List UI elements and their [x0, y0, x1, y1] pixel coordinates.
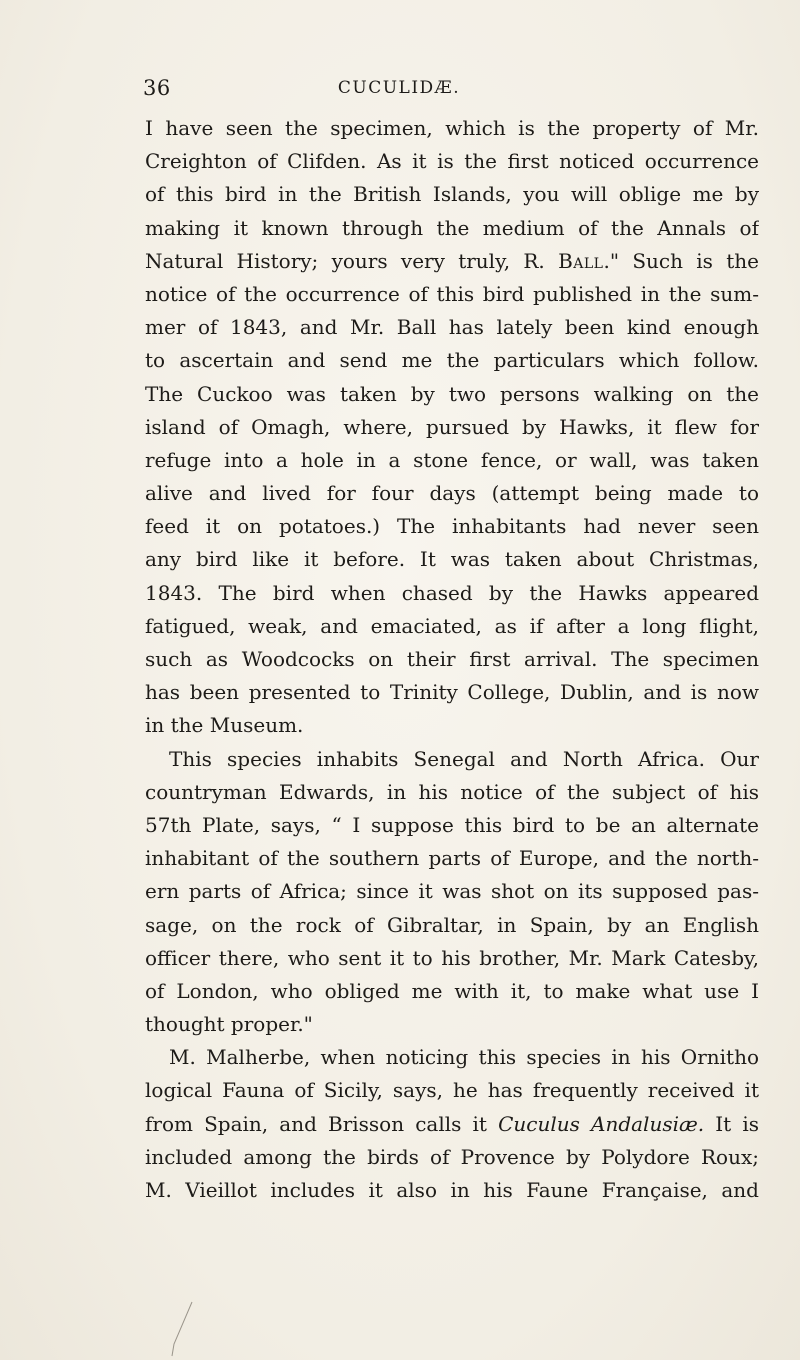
- text-line: feed it on potatoes.) The inhabitants had never seen: [145, 514, 759, 539]
- text-line: ern parts of Africa; since it was shot on its supposed pas-: [145, 879, 759, 904]
- text-line: officer there, who sent it to his brother, Mr. Mark Catesby,: [145, 945, 759, 970]
- text-line: thought proper.": [145, 1012, 313, 1037]
- text-line: fatigued, weak, and emaciated, as if after a long flight,: [145, 613, 759, 638]
- text-line: of this bird in the British Islands, you will oblige me by: [145, 182, 759, 207]
- text-line: has been presented to Trinity College, Dublin, and is now: [145, 680, 759, 705]
- text-line: M. Vieillot includes it also in his Faune Française, and: [145, 1178, 759, 1202]
- text-run: from Spain, and Brisson calls it: [145, 1111, 487, 1136]
- text-line: mer of 1843, and Mr. Ball has lately been kind enough: [145, 315, 759, 340]
- body-text: [145, 112, 759, 1207]
- text-line: of London, who obliged me with it, to make what use I: [145, 978, 759, 1003]
- running-title: CUCULIDÆ.: [337, 78, 461, 98]
- text-line: This species inhabits Senegal and North Africa. Our: [169, 746, 759, 771]
- text-line: making it known through the medium of the Annals of: [145, 215, 759, 240]
- text-run: It is: [715, 1111, 759, 1136]
- text-line: alive and lived for four days (attempt being made to: [145, 481, 759, 506]
- text-line: notice of the occurrence of this bird published in the sum-: [145, 281, 759, 306]
- signature-name: Ball: [558, 248, 604, 273]
- text-line: [145, 1108, 759, 1141]
- text-line: I have seen the specimen, which is the property of Mr.: [145, 116, 759, 140]
- page-number: 36: [143, 76, 171, 100]
- text-line: included among the birds of Provence by Polydore Roux;: [145, 1144, 759, 1169]
- text-line: in the Museum.: [145, 713, 304, 738]
- page-header: [143, 76, 655, 106]
- pencil-mark: [170, 1300, 194, 1358]
- text-run: Natural History; yours very truly, R.: [145, 248, 545, 273]
- species-name: Cuculus Andalusiæ.: [498, 1111, 705, 1136]
- text-line: inhabitant of the southern parts of Europe, and the north-: [145, 846, 759, 871]
- text-line: 57th Plate, says, “ I suppose this bird to be an alternate: [145, 812, 759, 837]
- text-run: ." Such is the: [603, 248, 759, 273]
- text-line: refuge into a hole in a stone fence, or wall, was taken: [145, 447, 759, 472]
- text-line: 1843. The bird when chased by the Hawks appeared: [145, 580, 759, 605]
- text-line: countryman Edwards, in his notice of the subject of his: [145, 779, 759, 804]
- text-line: The Cuckoo was taken by two persons walking on the: [145, 381, 759, 406]
- text-line: sage, on the rock of Gibraltar, in Spain, by an English: [145, 912, 759, 937]
- text-line: to ascertain and send me the particulars which follow.: [145, 348, 759, 373]
- text-line: such as Woodcocks on their first arrival. The specimen: [145, 647, 759, 671]
- text-line: Creighton of Clifden. As it is the first noticed occurrence: [145, 149, 759, 174]
- text-line: [145, 245, 759, 278]
- text-line: M. Malherbe, when noticing this species in his Ornitho: [169, 1045, 759, 1070]
- text-line: island of Omagh, where, pursued by Hawks, it flew for: [145, 414, 759, 439]
- text-line: logical Fauna of Sicily, says, he has frequently received it: [145, 1078, 759, 1103]
- text-line: any bird like it before. It was taken about Christmas,: [145, 547, 759, 572]
